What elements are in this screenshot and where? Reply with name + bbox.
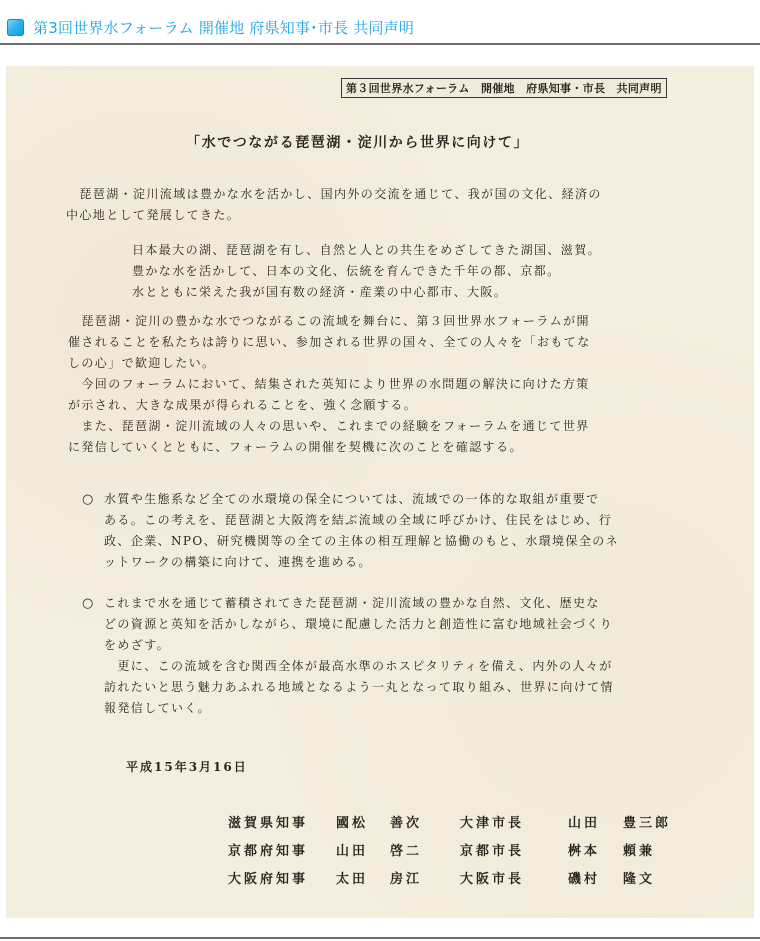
text-line: 琵琶湖・淀川流域は豊かな水を活かし、国内外の交流を通じて、我が国の文化、経済の	[66, 187, 602, 201]
text-line: 報発信していく。	[104, 701, 211, 715]
governor-surname: 國松	[336, 816, 369, 831]
mayor-given-name: 豊三郎	[623, 816, 672, 831]
city-osaka-line: 水とともに栄えた我が国有数の経済・産業の中心都市、大阪。	[132, 285, 508, 299]
mayor-given-name: 頼兼	[623, 844, 656, 859]
governor-title: 滋賀県知事	[228, 816, 309, 831]
circle-bullet-icon: ○	[82, 492, 95, 507]
governor-given-name: 善次	[390, 816, 423, 831]
document-title: 「水でつながる琵琶湖・淀川から世界に向けて」	[186, 135, 530, 151]
governor-surname: 太田	[336, 872, 369, 887]
blue-square-icon	[7, 19, 24, 36]
text-line: 訪れたいと思う魅力あふれる地域となるよう一丸となって取り組み、世界に向けて情	[104, 680, 614, 694]
document-header-stamp: 第３回世界水フォーラム 開催地 府県知事・市長 共同声明	[341, 78, 667, 98]
text-line: 琵琶湖・淀川の豊かな水でつながるこの流域を舞台に、第３回世界水フォーラムが開	[68, 314, 590, 328]
text-line: 水質や生態系など全ての水環境の保全については、流域での一体的な取組が重要で	[104, 492, 600, 506]
text-line: に発信していくとともに、フォーラムの開催を契機に次のことを確認する。	[68, 440, 523, 454]
mayor-title: 大津市長	[460, 816, 525, 831]
text-line: 催されることを私たちは誇りに思い、参加される世界の国々、全ての人々を「おもてな	[68, 335, 591, 349]
text-line: 更に、この流域を含む関西全体が最高水準のホスピタリティを備え、内外の人々が	[104, 659, 613, 673]
body-paragraphs	[68, 311, 591, 458]
text-line: これまで水を通じて蓄積されてきた琵琶湖・淀川流域の豊かな自然、文化、歴史な	[104, 596, 600, 610]
governor-title: 大阪府知事	[228, 872, 309, 887]
statement-date: 平成15年3月16日	[126, 760, 248, 774]
mayor-given-name: 隆文	[623, 872, 656, 887]
mayor-surname: 磯村	[568, 872, 601, 887]
text-line: をめざす。	[104, 638, 171, 652]
mayor-title: 大阪市長	[460, 872, 525, 887]
governor-given-name: 啓二	[390, 844, 423, 859]
page-header	[0, 0, 760, 45]
governor-surname: 山田	[336, 844, 369, 859]
text-line: が示され、大きな成果が得られることを、強く念願する。	[68, 398, 418, 412]
city-kyoto-line: 豊かな水を活かして、日本の文化、伝統を育んできた千年の都、京都。	[132, 264, 561, 278]
text-line: ある。この考えを、琵琶湖と大阪湾を結ぶ流域の全域に呼びかけ、住民をはじめ、行	[104, 513, 613, 527]
text-line: 中心地として発展してきた。	[66, 208, 241, 222]
text-line: しの心」で歓迎したい。	[68, 356, 216, 370]
text-line: 政、企業、NPO、研究機関等の全ての主体の相互理解と協働のもと、水環境保全のネ	[104, 534, 620, 548]
mayor-surname: 山田	[568, 816, 601, 831]
scanned-statement-document	[6, 66, 754, 918]
text-line: 今回のフォーラムにおいて、結集された英知により世界の水問題の解決に向けた方策	[68, 377, 590, 391]
circle-bullet-icon: ○	[82, 596, 95, 611]
governor-given-name: 房江	[390, 872, 423, 887]
page-title: 第3回世界水フォーラム 開催地 府県知事･市長 共同声明	[33, 19, 415, 37]
governor-title: 京都府知事	[228, 844, 309, 859]
text-line: また、琵琶湖・淀川流域の人々の思いや、これまでの経験をフォーラムを通じて世界	[68, 419, 590, 433]
text-line: ットワークの構築に向けて、連携を進める。	[104, 555, 372, 569]
mayor-surname: 桝本	[568, 844, 601, 859]
cities-list	[132, 240, 601, 303]
city-shiga-line: 日本最大の湖、琵琶湖を有し、自然と人との共生をめざしてきた湖国、滋賀。	[132, 243, 602, 257]
bottom-divider	[0, 937, 760, 939]
intro-paragraph	[66, 184, 602, 226]
mayor-title: 京都市長	[460, 844, 525, 859]
text-line: どの資源と英知を活かしながら、環境に配慮した活力と創造性に富む地域社会づくり	[104, 617, 614, 631]
